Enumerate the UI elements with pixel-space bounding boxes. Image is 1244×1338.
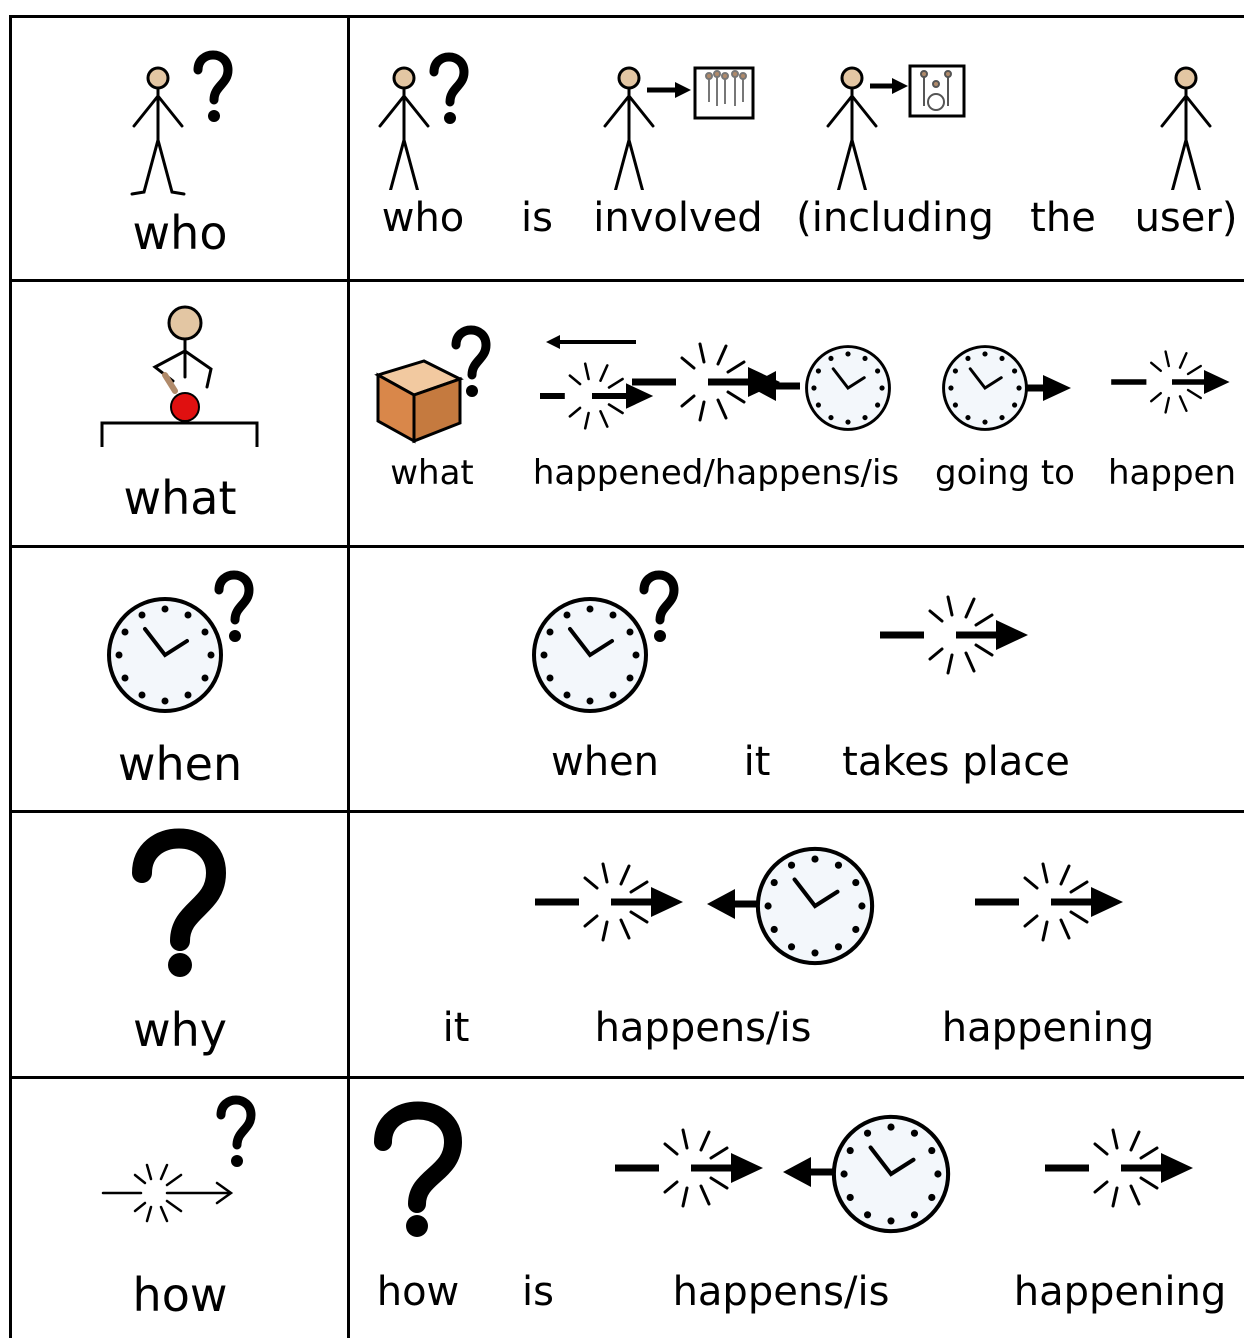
- row-key-label: when: [117, 737, 243, 791]
- row-key-label: what: [123, 471, 237, 525]
- sentence-word: user): [1134, 195, 1238, 241]
- sentence-word: happening: [1013, 1269, 1227, 1315]
- why-question-mark-icon: [120, 825, 240, 985]
- happening-icon: [965, 850, 1145, 950]
- row-divider: [12, 279, 1244, 282]
- person-to-group-including-user-icon: [808, 40, 978, 190]
- sentence-word: takes place: [842, 739, 1070, 785]
- takes-place-icon: [870, 585, 1050, 685]
- happen-arrow-icon: [1110, 340, 1240, 430]
- happens-is-icon: [525, 840, 885, 970]
- row-divider: [12, 545, 1244, 548]
- row-key-label: how: [132, 1268, 228, 1322]
- when-clock-question-icon: [520, 560, 690, 725]
- user-person-icon: [1140, 40, 1240, 190]
- grid-border-top: [12, 15, 1244, 18]
- row-key-label: why: [133, 1003, 227, 1057]
- sentence-word: is: [521, 195, 553, 241]
- sentence-word: is: [522, 1269, 554, 1315]
- person-to-group-icon: [585, 40, 765, 190]
- sentence-word: how: [376, 1269, 460, 1315]
- grid-border-left: [9, 15, 12, 1338]
- what-box-question-icon: [370, 325, 500, 450]
- sentence-word: happening: [941, 1005, 1155, 1051]
- row-divider: [12, 810, 1244, 813]
- when-clock-question-icon: [95, 560, 265, 725]
- happening-icon: [1035, 1118, 1215, 1218]
- who-question-person-icon: [100, 30, 250, 200]
- who-question-person-icon: [360, 40, 480, 190]
- sentence-word: the: [1030, 195, 1096, 241]
- sentence-word: happens/is: [672, 1269, 890, 1315]
- sentence-word: when: [550, 739, 660, 785]
- group-icon: [706, 71, 746, 106]
- going-to-icon: [935, 340, 1085, 440]
- row-key-label: who: [132, 206, 228, 260]
- how-question-mark-icon: [365, 1098, 475, 1248]
- sentence-word: happened/happens/is: [532, 453, 900, 493]
- sentence-word: happen: [1107, 453, 1237, 493]
- sentence-word: what: [390, 453, 474, 493]
- sentence-word: it: [442, 1005, 470, 1051]
- row-divider: [12, 1076, 1244, 1079]
- sentence-word: (including: [796, 195, 994, 241]
- sentence-word: going to: [935, 453, 1075, 493]
- sentence-word: happens/is: [594, 1005, 812, 1051]
- press-button-icon: [95, 295, 265, 455]
- sentence-word: involved: [593, 195, 763, 241]
- sentence-word: who: [381, 195, 465, 241]
- happens-is-icon: [605, 1110, 955, 1240]
- happened-happens-is-icon: [540, 330, 900, 440]
- how-question-icon: [95, 1095, 265, 1235]
- column-divider: [347, 15, 350, 1338]
- sentence-word: it: [743, 739, 771, 785]
